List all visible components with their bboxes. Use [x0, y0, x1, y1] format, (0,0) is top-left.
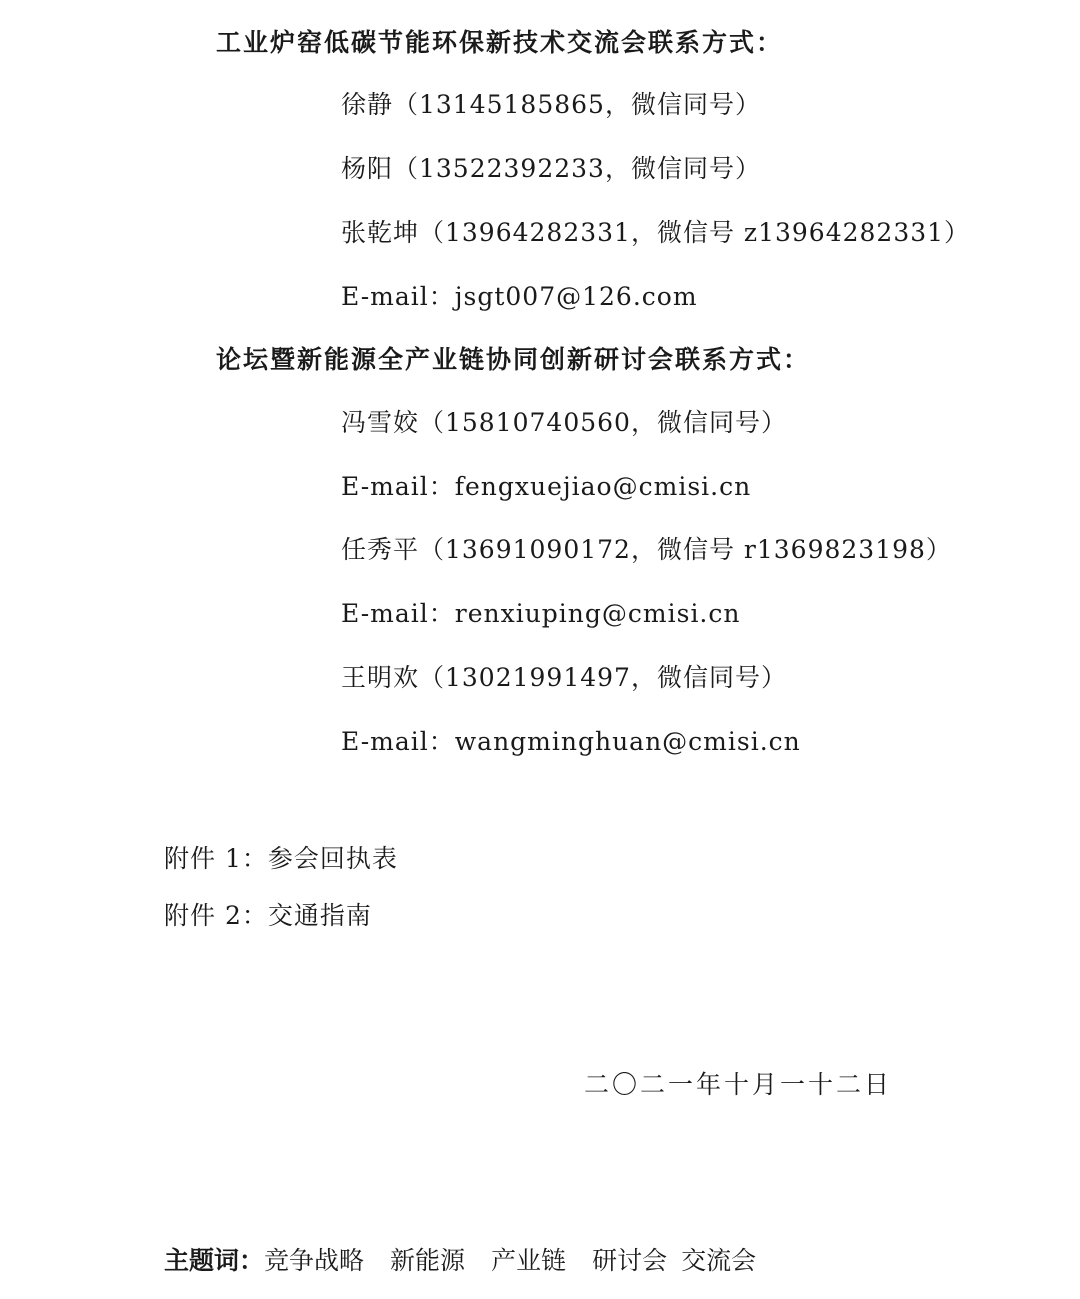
document-date: 二〇二一年十月一十二日 — [584, 1070, 893, 1099]
section2-heading: 论坛暨新能源全产业链协同创新研讨会联系方式： — [216, 345, 811, 374]
keyword: 竞争战略 — [264, 1246, 365, 1275]
email-line: E-mail：wangminghuan@cmisi.cn — [341, 727, 801, 756]
email-line: E-mail：renxiuping@cmisi.cn — [341, 599, 741, 628]
contact-line: 徐静（13145185865，微信同号） — [341, 90, 761, 119]
keywords-row — [164, 1244, 756, 1278]
contact-line: 任秀平（13691090172，微信号 r1369823198） — [341, 535, 952, 564]
email-line: E-mail：jsgt007@126.com — [341, 282, 698, 311]
keyword: 新能源 — [390, 1246, 466, 1275]
contact-line: 张乾坤（13964282331，微信号 z13964282331） — [341, 218, 971, 247]
section1-heading: 工业炉窑低碳节能环保新技术交流会联系方式： — [216, 28, 784, 57]
attachment-2: 附件 2：交通指南 — [164, 901, 372, 930]
keyword: 产业链 — [491, 1246, 567, 1275]
keyword: 研讨会 — [592, 1246, 668, 1275]
keywords-label: 主题词： — [164, 1246, 265, 1275]
email-line: E-mail：fengxuejiao@cmisi.cn — [341, 472, 752, 501]
contact-line: 杨阳（13522392233，微信同号） — [341, 154, 761, 183]
contact-line: 冯雪姣（15810740560，微信同号） — [341, 408, 787, 437]
attachment-1: 附件 1：参会回执表 — [164, 844, 398, 873]
contact-line: 王明欢（13021991497，微信同号） — [341, 663, 787, 692]
keyword: 交流会 — [681, 1246, 757, 1275]
